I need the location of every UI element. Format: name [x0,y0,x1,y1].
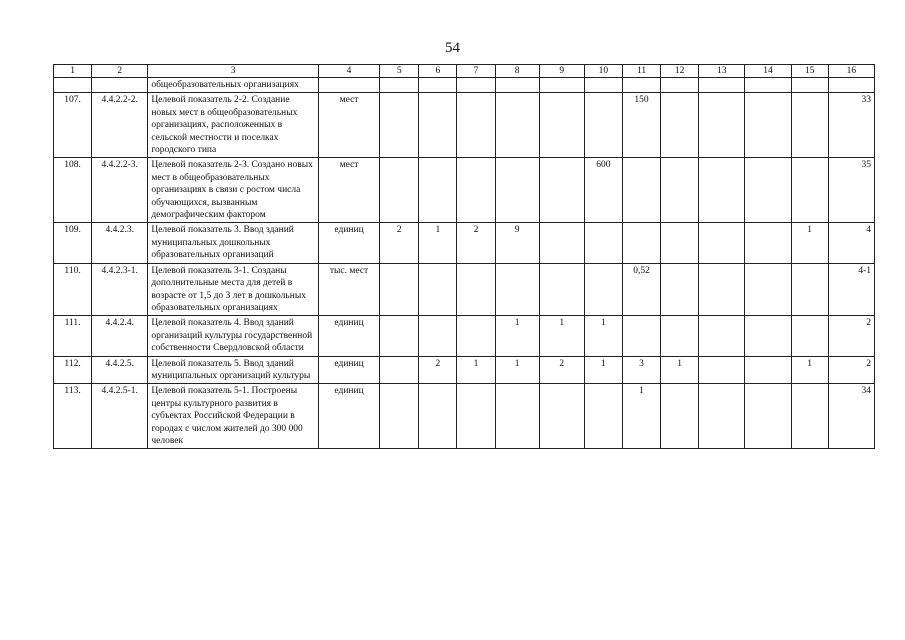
value-cell [380,316,419,356]
column-number-row [54,65,875,78]
value-cell [699,384,745,449]
table-row [54,316,875,356]
value-cell [745,158,791,223]
value-cell [661,384,699,449]
value-cell: 1 [791,223,828,263]
indicator-code-cell: 4.4.2.2-3. [92,158,148,223]
indicator-description-cell: Целевой показатель 5-1. Построены центры культурного развития в субъектах Российской Федерации в городах с числом жителей до 300 000 человек [148,384,319,449]
value-cell [622,158,660,223]
value-cell [457,78,495,93]
value-cell [539,263,584,316]
row-number-cell: 108. [54,158,92,223]
value-cell: 0,52 [622,263,660,316]
row-number-cell [54,78,92,93]
column-header: 1 [54,65,92,78]
value-cell [584,93,622,158]
value-cell: 1 [457,356,495,384]
value-cell [495,384,539,449]
column-header: 8 [495,65,539,78]
source-cell [828,78,874,93]
value-cell: 2 [419,356,457,384]
value-cell [699,356,745,384]
source-cell: 2 [828,316,874,356]
value-cell [745,93,791,158]
value-cell [584,78,622,93]
source-cell: 35 [828,158,874,223]
value-cell [584,263,622,316]
value-cell [539,158,584,223]
value-cell [745,356,791,384]
value-cell [380,356,419,384]
value-cell [539,384,584,449]
value-cell [699,223,745,263]
value-cell [745,223,791,263]
indicator-description-cell: Целевой показатель 4. Ввод зданий организаций культуры государственной собственности Свердловской области [148,316,319,356]
value-cell [661,223,699,263]
value-cell [419,316,457,356]
value-cell [745,263,791,316]
column-header: 4 [318,65,379,78]
value-cell [661,93,699,158]
unit-cell: единиц [318,384,379,449]
source-cell: 34 [828,384,874,449]
column-header: 7 [457,65,495,78]
value-cell: 1 [495,316,539,356]
value-cell [745,78,791,93]
value-cell: 1 [419,223,457,263]
value-cell [661,263,699,316]
value-cell: 1 [584,316,622,356]
indicator-description-cell: Целевой показатель 2-3. Создано новых мест в общеобразовательных организациях в связи с ростом числа обучающихся, вызванным демографическим фактором [148,158,319,223]
value-cell [661,78,699,93]
value-cell: 2 [380,223,419,263]
column-header: 6 [419,65,457,78]
value-cell [419,93,457,158]
value-cell: 1 [584,356,622,384]
row-number-cell: 113. [54,384,92,449]
value-cell [699,263,745,316]
unit-cell: мест [318,158,379,223]
indicator-description-cell: Целевой показатель 5. Ввод зданий муниципальных организаций культуры [148,356,319,384]
value-cell [380,93,419,158]
value-cell [419,263,457,316]
value-cell [419,78,457,93]
table-row [54,356,875,384]
unit-cell: тыс. мест [318,263,379,316]
value-cell [380,263,419,316]
value-cell [791,78,828,93]
indicator-code-cell: 4.4.2.2-2. [92,93,148,158]
row-number-cell: 112. [54,356,92,384]
column-header: 16 [828,65,874,78]
value-cell: 9 [495,223,539,263]
value-cell [539,78,584,93]
unit-cell: единиц [318,223,379,263]
indicators-table [53,64,875,449]
value-cell [419,158,457,223]
value-cell [457,384,495,449]
value-cell [539,93,584,158]
source-cell: 33 [828,93,874,158]
source-cell: 4 [828,223,874,263]
column-header: 2 [92,65,148,78]
value-cell: 1 [622,384,660,449]
value-cell [622,78,660,93]
value-cell [661,158,699,223]
table-row [54,223,875,263]
value-cell [699,316,745,356]
value-cell [380,384,419,449]
value-cell: 3 [622,356,660,384]
value-cell [495,93,539,158]
table-row [54,263,875,316]
indicator-code-cell: 4.4.2.3-1. [92,263,148,316]
value-cell [539,223,584,263]
column-header: 12 [661,65,699,78]
unit-cell: единиц [318,316,379,356]
value-cell [584,384,622,449]
indicator-description-cell: Целевой показатель 3-1. Созданы дополнительные места для детей в возрасте от 1,5 до 3 лет в дошкольных образовательных организациях [148,263,319,316]
source-cell: 4-1 [828,263,874,316]
column-header: 14 [745,65,791,78]
value-cell [495,78,539,93]
value-cell [661,316,699,356]
indicator-code-cell: 4.4.2.5-1. [92,384,148,449]
indicator-description-cell: общеобразовательных организациях [148,78,319,93]
table-row [54,384,875,449]
value-cell [791,384,828,449]
value-cell [495,158,539,223]
value-cell: 2 [457,223,495,263]
column-header: 3 [148,65,319,78]
value-cell [457,263,495,316]
indicator-description-cell: Целевой показатель 2-2. Создание новых мест в общеобразовательных организациях, расположенных в сельской местности и поселках городского типа [148,93,319,158]
unit-cell: мест [318,93,379,158]
indicator-code-cell: 4.4.2.5. [92,356,148,384]
table-row [54,158,875,223]
source-cell: 2 [828,356,874,384]
value-cell [380,158,419,223]
value-cell [699,158,745,223]
value-cell [745,384,791,449]
indicator-code-cell: 4.4.2.4. [92,316,148,356]
column-header: 9 [539,65,584,78]
table-row [54,78,875,93]
value-cell [380,78,419,93]
indicator-description-cell: Целевой показатель 3. Ввод зданий муниципальных дошкольных образовательных организаций [148,223,319,263]
value-cell: 1 [539,316,584,356]
value-cell: 1 [495,356,539,384]
table-row [54,93,875,158]
value-cell [791,158,828,223]
row-number-cell: 107. [54,93,92,158]
value-cell: 600 [584,158,622,223]
unit-cell [318,78,379,93]
column-header: 15 [791,65,828,78]
value-cell [419,384,457,449]
value-cell [699,93,745,158]
unit-cell: единиц [318,356,379,384]
value-cell [699,78,745,93]
value-cell [791,316,828,356]
indicator-code-cell: 4.4.2.3. [92,223,148,263]
value-cell [457,316,495,356]
value-cell [791,93,828,158]
value-cell: 1 [791,356,828,384]
value-cell [622,223,660,263]
value-cell [791,263,828,316]
value-cell [457,93,495,158]
value-cell [622,316,660,356]
row-number-cell: 111. [54,316,92,356]
indicator-code-cell [92,78,148,93]
value-cell [584,223,622,263]
value-cell [745,316,791,356]
value-cell: 150 [622,93,660,158]
column-header: 10 [584,65,622,78]
row-number-cell: 110. [54,263,92,316]
column-header: 5 [380,65,419,78]
column-header: 13 [699,65,745,78]
value-cell [495,263,539,316]
value-cell: 2 [539,356,584,384]
value-cell [457,158,495,223]
value-cell: 1 [661,356,699,384]
column-header: 11 [622,65,660,78]
row-number-cell: 109. [54,223,92,263]
page-number: 54 [445,40,460,56]
